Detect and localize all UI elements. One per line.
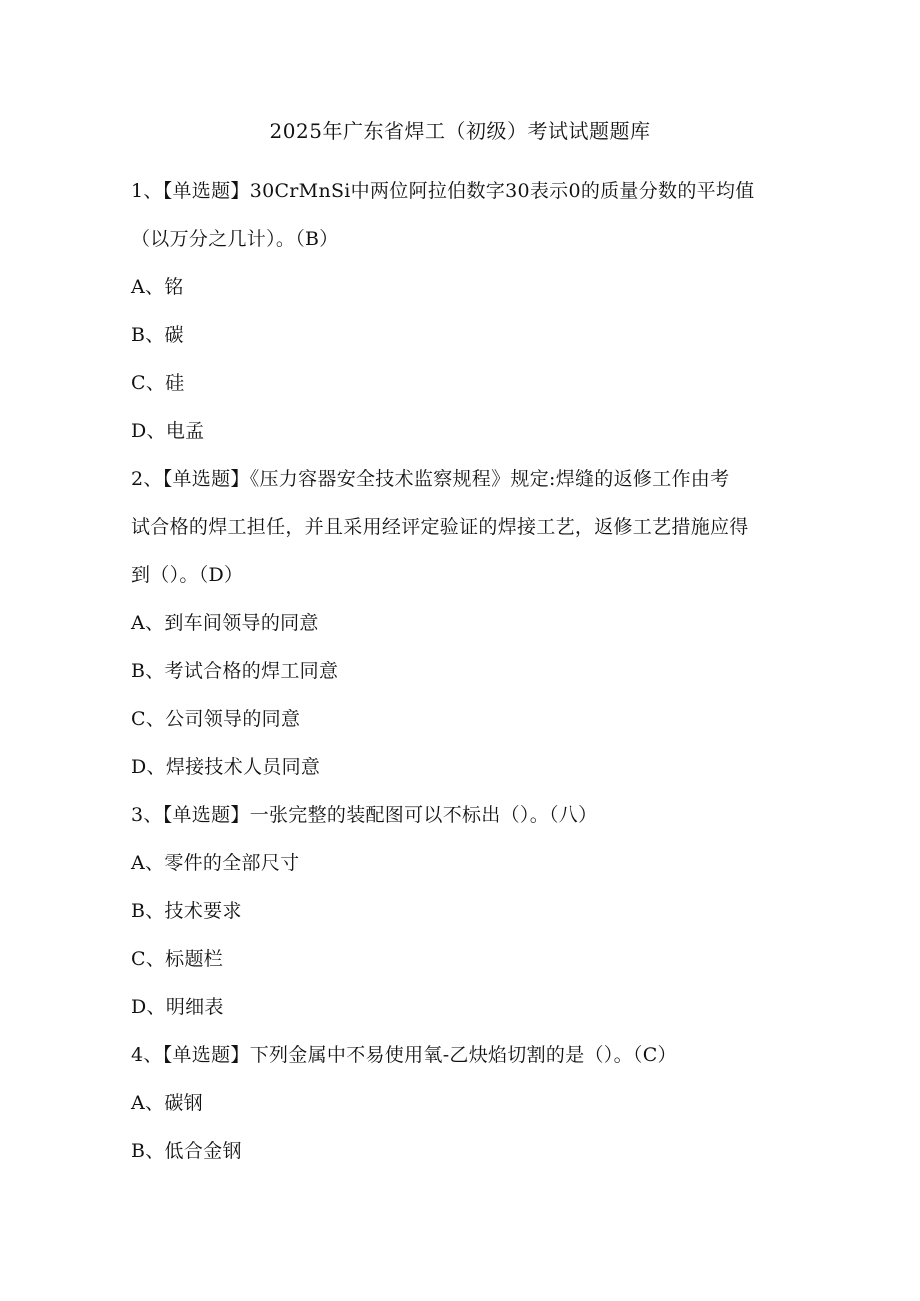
question-1 [131,167,791,455]
option-d: D、焊接技术人员同意 [131,756,321,778]
question-stem-line: 试合格的焊工担任，并且采用经评定验证的焊接工艺，返修工艺措施应得 [131,516,749,538]
question-3 [131,791,791,1031]
question-stem-line: 4、【单选题】下列金属中不易使用氧-乙炔焰切割的是（）。（C） [131,1044,677,1066]
option-c: C、标题栏 [131,948,224,970]
question-2 [131,455,791,791]
option-d: D、电孟 [131,420,205,442]
option-c: C、硅 [131,372,185,394]
option-b: B、低合金钢 [131,1140,242,1162]
question-stem-line: 2、【单选题】《压力容器安全技术监察规程》规定:焊缝的返修工作由考 [131,468,730,490]
option-c: C、公司领导的同意 [131,708,301,730]
option-a: A、铭 [131,276,184,298]
question-4 [131,1031,791,1175]
option-b: B、碳 [131,324,184,346]
question-list [131,167,791,1175]
question-stem-line: 1、【单选题】30CrMnSi中两位阿拉伯数字30表示0的质量分数的平均值 [131,180,755,202]
question-stem-line: （以万分之几计）。（B） [131,228,339,250]
option-a: A、零件的全部尺寸 [131,852,300,874]
option-b: B、技术要求 [131,900,242,922]
option-b: B、考试合格的焊工同意 [131,660,339,682]
option-d: D、明细表 [131,996,224,1018]
document-title: 2025年广东省焊工（初级）考试试题题库 [269,119,651,143]
question-stem-line: 到（）。（D） [131,564,244,586]
option-a: A、到车间领导的同意 [131,612,319,634]
question-stem-line: 3、【单选题】一张完整的装配图可以不标出（）。（八） [131,804,598,826]
option-a: A、碳钢 [131,1092,203,1114]
